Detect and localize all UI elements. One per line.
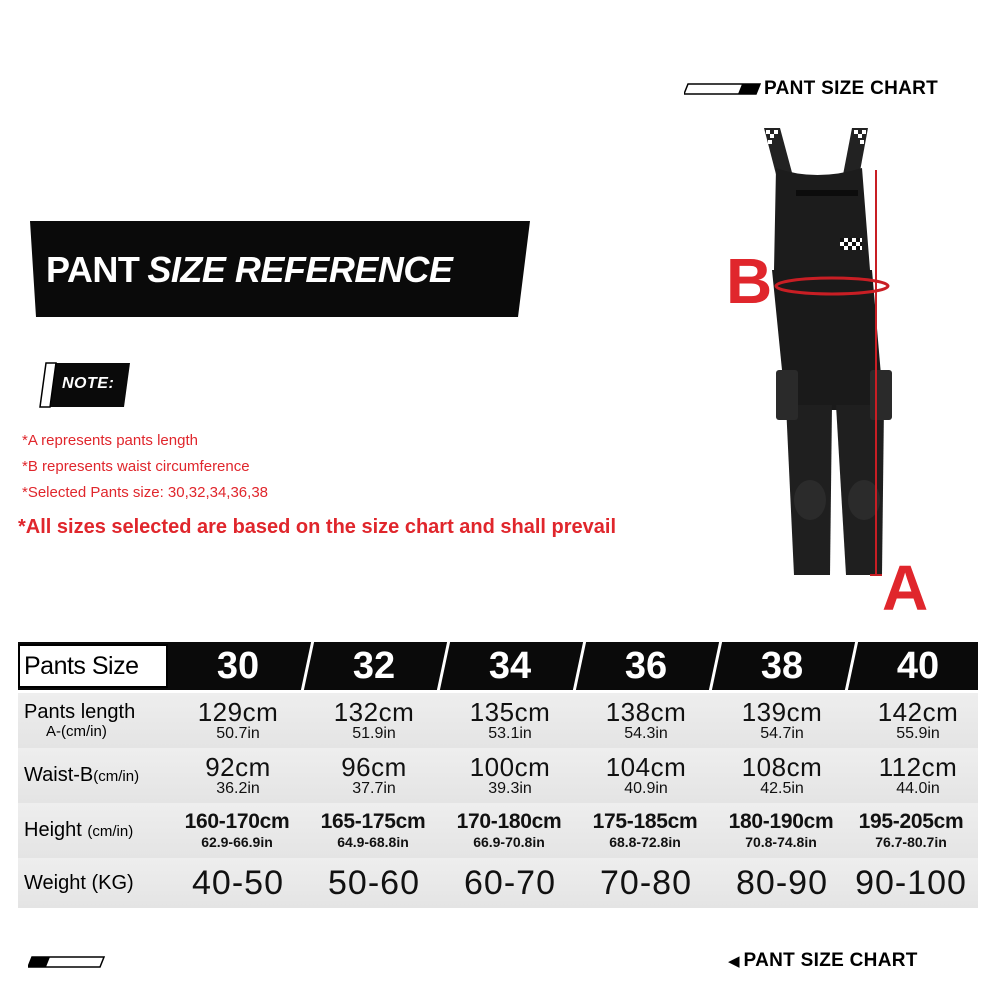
- cell-cm: 112cm: [878, 751, 958, 782]
- note-line: *B represents waist circumference: [22, 458, 250, 475]
- row-label: Weight: [24, 871, 86, 894]
- cell-in: 44.0in: [896, 779, 940, 797]
- cell-cm: 100cm: [469, 751, 551, 782]
- size-header: 36: [624, 644, 668, 687]
- cell-in: 54.7in: [760, 724, 804, 742]
- table-row-waist: [18, 748, 978, 803]
- note-emphasis: *All sizes selected are based on the size chart and shall prevail: [18, 516, 617, 538]
- size-header: 32: [352, 644, 396, 687]
- table-header-row: [18, 642, 978, 690]
- cell-cm: 195-205cm: [858, 810, 964, 833]
- hero-banner: [30, 221, 530, 317]
- row-label: Pants length: [24, 700, 136, 723]
- size-header: 30: [216, 644, 260, 687]
- row-label: Height: [24, 819, 82, 841]
- cell-in: 68.8-72.8in: [609, 834, 681, 850]
- cell-in: 62.9-66.9in: [201, 834, 273, 850]
- cell-in: 55.9in: [896, 724, 940, 742]
- cell-cm: 139cm: [741, 696, 823, 727]
- top-chart-label: [684, 78, 938, 100]
- waist-marker-b: B: [726, 245, 773, 317]
- cell-cm: 96cm: [341, 751, 407, 782]
- cell-cm: 92cm: [205, 751, 271, 782]
- cell-in: 50.7in: [216, 724, 260, 742]
- cell-in: 64.9-68.8in: [337, 834, 409, 850]
- cell-weight: 70-80: [600, 863, 692, 902]
- cell-in: 70.8-74.8in: [745, 834, 817, 850]
- cell-in: 53.1in: [488, 724, 532, 742]
- length-marker-a: A: [882, 552, 929, 624]
- cell-cm: 175-185cm: [592, 810, 698, 833]
- cell-in: 40.9in: [624, 779, 668, 797]
- cell-cm: 108cm: [741, 751, 823, 782]
- notes-list: [22, 428, 268, 506]
- cell-in: 36.2in: [216, 779, 260, 797]
- chart-label-text: PANT SIZE CHART: [764, 78, 939, 99]
- header-label: Pants Size: [18, 644, 168, 688]
- note-badge: [38, 361, 132, 409]
- cell-cm: 160-170cm: [184, 810, 290, 833]
- bottom-chart-label: [728, 950, 918, 972]
- cell-cm: 142cm: [877, 696, 959, 727]
- hero-title-word2: SIZE REFERENCE: [147, 249, 453, 290]
- cell-in: 76.7-80.7in: [875, 834, 947, 850]
- bib-pants-image: [724, 120, 954, 624]
- note-line: *A represents pants length: [22, 432, 198, 449]
- cell-cm: 104cm: [605, 751, 687, 782]
- cell-in: 42.5in: [760, 779, 804, 797]
- cell-cm: 180-190cm: [728, 810, 834, 833]
- triangle-left-icon: ◀: [728, 953, 740, 970]
- row-label-sub: A-(cm/in): [46, 722, 107, 740]
- cell-in: 39.3in: [488, 779, 532, 797]
- cell-cm: 170-180cm: [456, 810, 562, 833]
- cell-in: 37.7in: [352, 779, 396, 797]
- cell-in: 51.9in: [352, 724, 396, 742]
- hero-title: [46, 249, 452, 291]
- cell-weight: 90-100: [855, 863, 967, 902]
- size-header: 34: [488, 644, 532, 687]
- cell-in: 54.3in: [624, 724, 668, 742]
- stripe-badge-icon: [684, 83, 762, 95]
- size-table: [18, 642, 978, 905]
- table-row-height: [18, 803, 978, 858]
- cell-cm: 165-175cm: [320, 810, 426, 833]
- size-header: 40: [896, 644, 940, 687]
- hero-title-word1: PANT: [46, 249, 140, 290]
- note-line: *Selected Pants size: 30,32,34,36,38: [22, 484, 269, 501]
- cell-cm: 135cm: [469, 696, 551, 727]
- cell-weight: 50-60: [328, 863, 420, 902]
- row-label-unit: (KG): [91, 871, 134, 894]
- cell-cm: 138cm: [605, 696, 687, 727]
- cell-weight: 60-70: [464, 863, 556, 902]
- cell-in: 66.9-70.8in: [473, 834, 545, 850]
- row-label-unit: (cm/in): [93, 768, 140, 785]
- table-row-weight: [18, 858, 978, 908]
- cell-weight: 80-90: [736, 863, 828, 902]
- note-badge-text: NOTE:: [62, 375, 115, 392]
- size-header: 38: [760, 644, 804, 687]
- table-row-pants-length: [18, 693, 978, 748]
- cell-cm: 132cm: [333, 696, 415, 727]
- cell-weight: 40-50: [192, 863, 284, 902]
- bottom-stripe-badge-icon: [28, 955, 106, 973]
- row-label: Waist-B: [24, 764, 94, 786]
- bottom-chart-label-text: PANT SIZE CHART: [743, 950, 918, 971]
- cell-cm: 129cm: [197, 696, 279, 727]
- row-label-unit: (cm/in): [87, 823, 134, 840]
